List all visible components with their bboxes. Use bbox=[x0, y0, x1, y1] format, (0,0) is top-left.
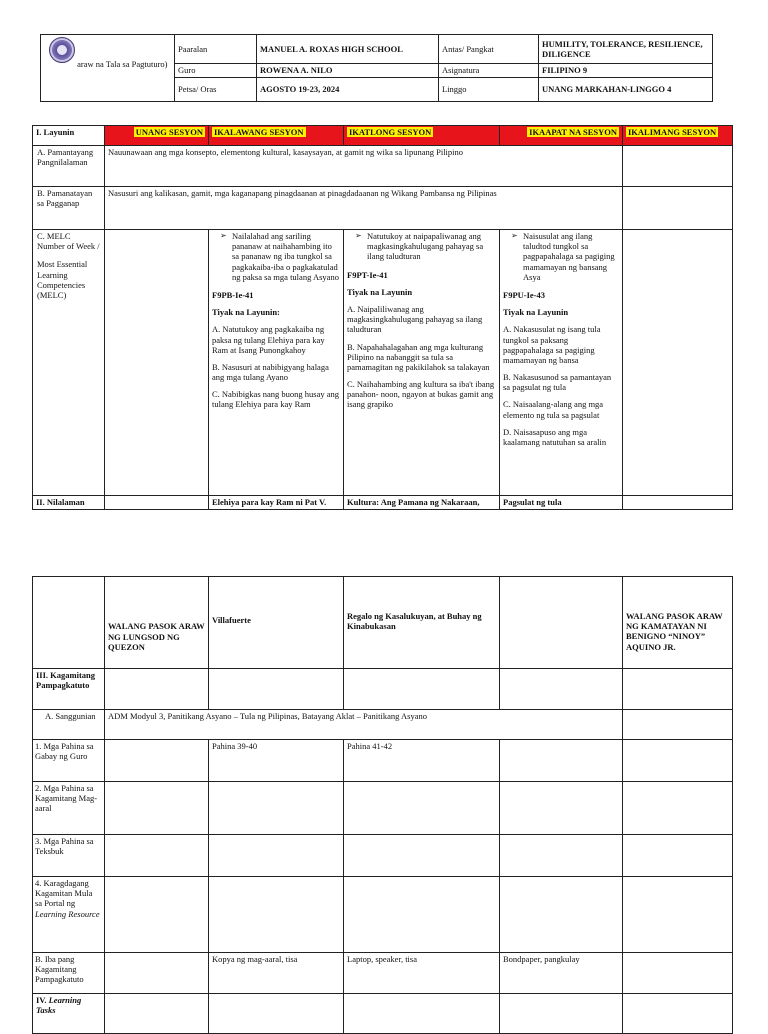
iba-s3: Laptop, speaker, tisa bbox=[344, 953, 500, 994]
deped-seal-icon bbox=[49, 37, 75, 63]
empty-cell bbox=[623, 835, 733, 877]
empty-cell bbox=[344, 782, 500, 835]
arrow-bullet-icon: ➢ Natutukoy at naipapaliwanag ang magkasingkahulugang pahayag sa ilang taludturan bbox=[355, 231, 496, 262]
walang-pasok-1: WALANG PASOK ARAW NG LUNGSOD NG QUEZON bbox=[105, 577, 209, 669]
empty-cell bbox=[500, 877, 623, 953]
nilalaman-label: II. Nilalaman bbox=[33, 496, 105, 510]
pagganap-text: Nasusuri ang kalikasan, gamit, mga kaganapang pinagdaanan at pinagdadaanan ng Wikang Pambansa ng Pilipinas bbox=[105, 187, 623, 230]
pamantayang-text: Nauunawaan ang mga konsepto, elementong kultural, kasaysayan, at gamit ng wika sa lipunang Pilipino bbox=[105, 146, 623, 187]
empty-cell bbox=[105, 877, 209, 953]
pagganap-label: B. Pamanatayan sa Pagganap bbox=[33, 187, 105, 230]
value-paaralan: MANUEL A. ROXAS HIGH SCHOOL bbox=[257, 35, 439, 64]
competency-code: F9PB-Ie-41 bbox=[212, 289, 254, 300]
objective-d: D. Naisasapuso ang mga kaalamang natutuhan sa aralin bbox=[503, 426, 607, 447]
empty-cell bbox=[209, 669, 344, 710]
competency-code: F9PU-Ie-43 bbox=[503, 289, 546, 300]
tiyak-heading: Tiyak na Layunin bbox=[503, 307, 569, 318]
melc-session-1 bbox=[105, 230, 209, 496]
tiyak-heading: Tiyak na Layunin bbox=[347, 286, 413, 297]
label-guro: Guro bbox=[175, 64, 257, 78]
empty-cell bbox=[344, 994, 500, 1034]
empty-cell bbox=[623, 740, 733, 782]
empty-cell bbox=[105, 782, 209, 835]
label-petsa: Petsa/ Oras bbox=[175, 78, 257, 102]
learning-tasks-label: IV. Learning Tasks bbox=[33, 994, 105, 1034]
empty-cell bbox=[500, 782, 623, 835]
label-linggo: Linggo bbox=[439, 78, 539, 102]
competency-code: F9PT-Ie-41 bbox=[347, 269, 388, 280]
melc-session-2 bbox=[209, 230, 344, 496]
empty-cell bbox=[500, 994, 623, 1034]
empty-cell bbox=[344, 835, 500, 877]
objective-b: B. Nasusuri at nabibigyang halaga ang mga tulang Ayano bbox=[212, 361, 329, 383]
empty-cell bbox=[623, 146, 733, 187]
nilalaman-s2: Elehiya para kay Ram ni Pat V. bbox=[209, 496, 344, 510]
session-3-header: IKATLONG SESYON bbox=[344, 126, 500, 146]
kagamitan-label: III. Kagamitang Pampagkatuto bbox=[33, 669, 105, 710]
session-5-header: IKALIMANG SESYON bbox=[623, 126, 733, 146]
iba-s2: Kopya ng mag-aaral, tisa bbox=[209, 953, 344, 994]
empty-cell bbox=[344, 669, 500, 710]
value-petsa: AGOSTO 19-23, 2024 bbox=[257, 78, 439, 102]
tiyak-heading: Tiyak na Layunin: bbox=[212, 307, 280, 318]
empty-cell bbox=[623, 710, 733, 740]
value-antas: HUMILITY, TOLERANCE, RESILIENCE, DILIGENCE bbox=[539, 35, 713, 64]
header-table bbox=[40, 34, 713, 102]
arrow-bullet-icon: ➢ Nailalahad ang sariling pananaw at naihahambing ito sa pananaw ng iba tungkol sa pagkakaiba-iba o pagkakatulad ng paksa sa mga tulang Asyano bbox=[220, 231, 340, 282]
objective-c: C. Naisaalang-alang ang mga elemento ng tula sa pagsulat bbox=[503, 399, 604, 420]
sanggunian-text: ADM Modyul 3, Panitikang Asyano – Tula ng Pilipinas, Batayang Aklat – Panitikang Asyano bbox=[105, 710, 623, 740]
empty-cell bbox=[105, 835, 209, 877]
empty-cell bbox=[623, 782, 733, 835]
empty-cell bbox=[105, 994, 209, 1034]
objective-a: A. Natutukoy ang pagkakaiba ng paksa ng tulang Elehiya para kay Ram at Isang Punongkahoy bbox=[212, 324, 325, 355]
gabay-s2: Pahina 39-40 bbox=[209, 740, 344, 782]
nilalaman-s3: Kultura: Ang Pamana ng Nakaraan, bbox=[344, 496, 500, 510]
title-cell bbox=[41, 35, 175, 102]
nilalaman-s4: Pagsulat ng tula bbox=[500, 496, 623, 510]
doc-title: araw na Tala sa Pagtuturo) bbox=[77, 59, 168, 69]
objective-c: C. Nabibigkas nang buong husay ang tulang Elehiya para kay Ram bbox=[212, 389, 340, 410]
value-linggo: UNANG MARKAHAN-LINGGO 4 bbox=[539, 78, 713, 102]
kagamitan-table bbox=[32, 576, 733, 1034]
value-asignatura: FILIPINO 9 bbox=[539, 64, 713, 78]
session-4-header: IKAAPAT NA SESYON bbox=[500, 126, 623, 146]
label-antas: Antas/ Pangkat bbox=[439, 35, 539, 64]
empty-cell bbox=[623, 877, 733, 953]
empty-cell bbox=[33, 577, 105, 669]
gabay-label: 1. Mga Pahina sa Gabay ng Guro bbox=[33, 740, 105, 782]
layunin-table bbox=[32, 125, 733, 510]
empty-cell bbox=[623, 953, 733, 994]
melc-session-3 bbox=[344, 230, 500, 496]
empty-cell bbox=[623, 669, 733, 710]
s2-continuation: Villafuerte bbox=[209, 577, 344, 669]
melc-label: C. MELC Number of Week / Most Essential Learning Competencies (MELC) bbox=[33, 230, 105, 496]
label-asignatura: Asignatura bbox=[439, 64, 539, 78]
empty-cell bbox=[209, 835, 344, 877]
iba-label: B. Iba pang Kagamitang Pampagkatuto bbox=[33, 953, 105, 994]
objective-b: B. Nakasusunod sa pamantayan sa pagsulat ng tula bbox=[503, 372, 612, 393]
objective-b: B. Napahahalagahan ang mga kulturang Pilipino na nabanggit sa tula sa pamamagitan ng pakikilahok sa talakayan bbox=[347, 341, 490, 372]
walang-pasok-5: WALANG PASOK ARAW NG KAMATAYAN NI BENIGNO “NINOY” AQUINO JR. bbox=[623, 577, 733, 669]
nilalaman-s5 bbox=[623, 496, 733, 510]
empty-cell bbox=[500, 740, 623, 782]
objective-c: C. Naihahambing ang kultura sa iba't ibang panahon- noon, ngayon at bukas gamit ang isang grapiko bbox=[347, 379, 495, 410]
empty-cell bbox=[623, 187, 733, 230]
empty-cell bbox=[500, 669, 623, 710]
pamantayang-label: A. Pamantayang Pangnilalaman bbox=[33, 146, 105, 187]
empty-cell bbox=[105, 669, 209, 710]
empty-cell bbox=[105, 953, 209, 994]
melc-session-4 bbox=[500, 230, 623, 496]
magaaral-label: 2. Mga Pahina sa Kagamitang Mag-aaral bbox=[33, 782, 105, 835]
objective-a: A. Nakasusulat ng isang tula tungkol sa paksang pagpapahalaga sa pagiging mamamayan ng bansa bbox=[503, 324, 601, 365]
row-head-layunin: I. Layunin bbox=[33, 126, 105, 146]
gabay-s3: Pahina 41-42 bbox=[344, 740, 500, 782]
empty-cell bbox=[623, 994, 733, 1034]
empty-cell bbox=[500, 577, 623, 669]
nilalaman-s1 bbox=[105, 496, 209, 510]
session-2-header: IKALAWANG SESYON bbox=[209, 126, 344, 146]
s3-continuation: Regalo ng Kasalukuyan, at Buhay ng Kinabukasan bbox=[344, 577, 500, 669]
label-paaralan: Paaralan bbox=[175, 35, 257, 64]
empty-cell bbox=[209, 877, 344, 953]
sanggunian-label: A. Sanggunian bbox=[33, 710, 105, 740]
value-guro: ROWENA A. NILO bbox=[257, 64, 439, 78]
objective-a: A. Naipaliliwanag ang magkasingkahulugang pahayag sa ilang taludturan bbox=[347, 303, 483, 335]
portal-label: 4. Karagdagang Kagamitan Mula sa Portal ng Learning Resource bbox=[33, 877, 105, 953]
iba-s4: Bondpaper, pangkulay bbox=[500, 953, 623, 994]
empty-cell bbox=[209, 994, 344, 1034]
melc-session-5 bbox=[623, 230, 733, 496]
empty-cell bbox=[500, 835, 623, 877]
teksbuk-label: 3. Mga Pahina sa Teksbuk bbox=[33, 835, 105, 877]
arrow-bullet-icon: ➢ Naisusulat ang ilang taludtod tungkol sa pagpapahalaga sa pagiging mamamayan ng bansang Asya bbox=[511, 231, 619, 282]
session-1-header: UNANG SESYON bbox=[105, 126, 209, 146]
empty-cell bbox=[209, 782, 344, 835]
empty-cell bbox=[344, 877, 500, 953]
empty-cell bbox=[105, 740, 209, 782]
